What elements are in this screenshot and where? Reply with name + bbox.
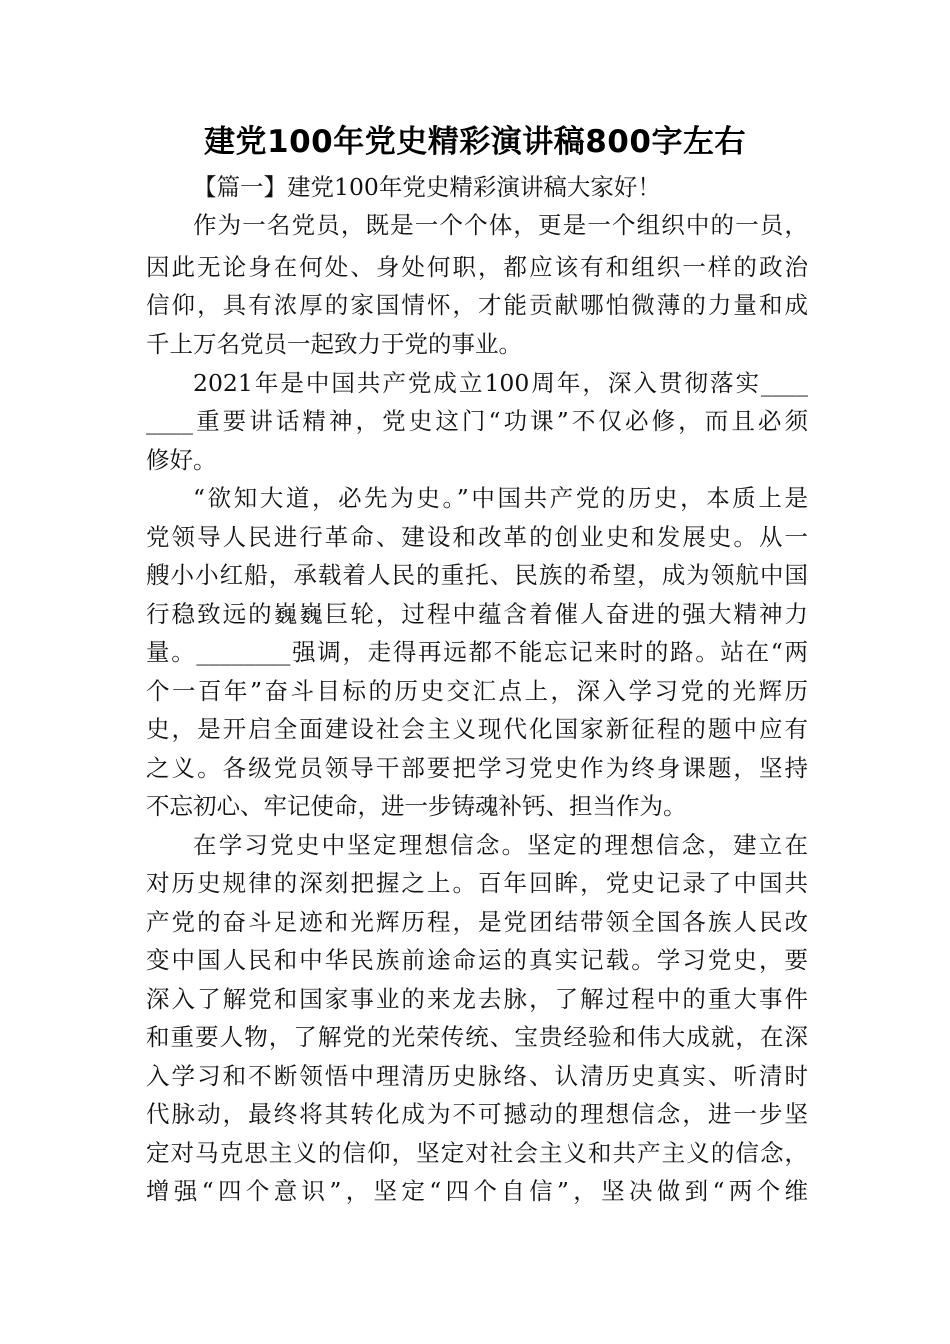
text-line: 在学习党史中坚定理想信念。坚定的理想信念，建立在 bbox=[193, 831, 808, 859]
text-line: 【篇一】建党100年党史精彩演讲稿大家好！ bbox=[193, 173, 661, 201]
text-line: 和重要人物，了解党的光荣传统、宝贵经验和伟大成就，在深 bbox=[146, 1023, 808, 1051]
text-line: 代脉动，最终将其转化成为不可撼动的理想信念，进一步坚 bbox=[146, 1100, 808, 1128]
text-line: 变中国人民和中华民族前途命运的真实记载。学习党史，要 bbox=[146, 946, 808, 974]
text-line: 产党的奋斗足迹和光辉历程，是党团结带领全国各族人民改 bbox=[146, 908, 808, 936]
text-line: 2021年是中国共产党成立100周年，深入贯彻落实____ bbox=[193, 369, 808, 397]
text-line: 量。________强调，走得再远都不能忘记来时的路。站在“两 bbox=[146, 638, 808, 666]
text-line: 个一百年”奋斗目标的历史交汇点上，深入学习党的光辉历 bbox=[146, 677, 808, 705]
text-line: 作为一名党员，既是一个个体，更是一个组织中的一员， bbox=[193, 211, 808, 239]
text-line: 修好。 bbox=[146, 446, 217, 474]
text-line: 不忘初心、牢记使命，进一步铸魂补钙、担当作为。 bbox=[146, 792, 687, 820]
text-line: 对历史规律的深刻把握之上。百年回眸，党史记录了中国共 bbox=[146, 869, 808, 897]
text-line: 党领导人民进行革命、建设和改革的创业史和发展史。从一 bbox=[146, 523, 808, 551]
text-line: “欲知大道，必先为史。”中国共产党的历史，本质上是 bbox=[193, 484, 808, 512]
text-line: 定对马克思主义的信仰，坚定对社会主义和共产主义的信念， bbox=[146, 1139, 808, 1167]
text-line: ____重要讲话精神，党史这门“功课”不仅必修，而且必须 bbox=[146, 407, 808, 435]
text-line: 之义。各级党员领导干部要把学习党史作为终身课题，坚持 bbox=[146, 754, 808, 782]
text-line: 信仰，具有浓厚的家国情怀，才能贡献哪怕微薄的力量和成 bbox=[146, 291, 808, 319]
text-line: 千上万名党员一起致力于党的事业。 bbox=[146, 330, 522, 358]
text-line: 入学习和不断领悟中理清历史脉络、认清历史真实、听清时 bbox=[146, 1062, 808, 1090]
text-line: 行稳致远的巍巍巨轮，过程中蕴含着催人奋进的强大精神力 bbox=[146, 600, 808, 628]
text-line: 史，是开启全面建设社会主义现代化国家新征程的题中应有 bbox=[146, 715, 808, 743]
text-line: 艘小小红船，承载着人民的重托、民族的希望，成为领航中国 bbox=[146, 561, 808, 589]
text-line: 因此无论身在何处、身处何职，都应该有和组织一样的政治 bbox=[146, 253, 808, 281]
document-title: 建党100年党史精彩演讲稿800字左右 bbox=[204, 124, 746, 160]
text-line: 深入了解党和国家事业的来龙去脉，了解过程中的重大事件 bbox=[146, 985, 808, 1013]
text-line: 增强“四个意识”，坚定“四个自信”，坚决做到“两个维 bbox=[146, 1177, 808, 1205]
